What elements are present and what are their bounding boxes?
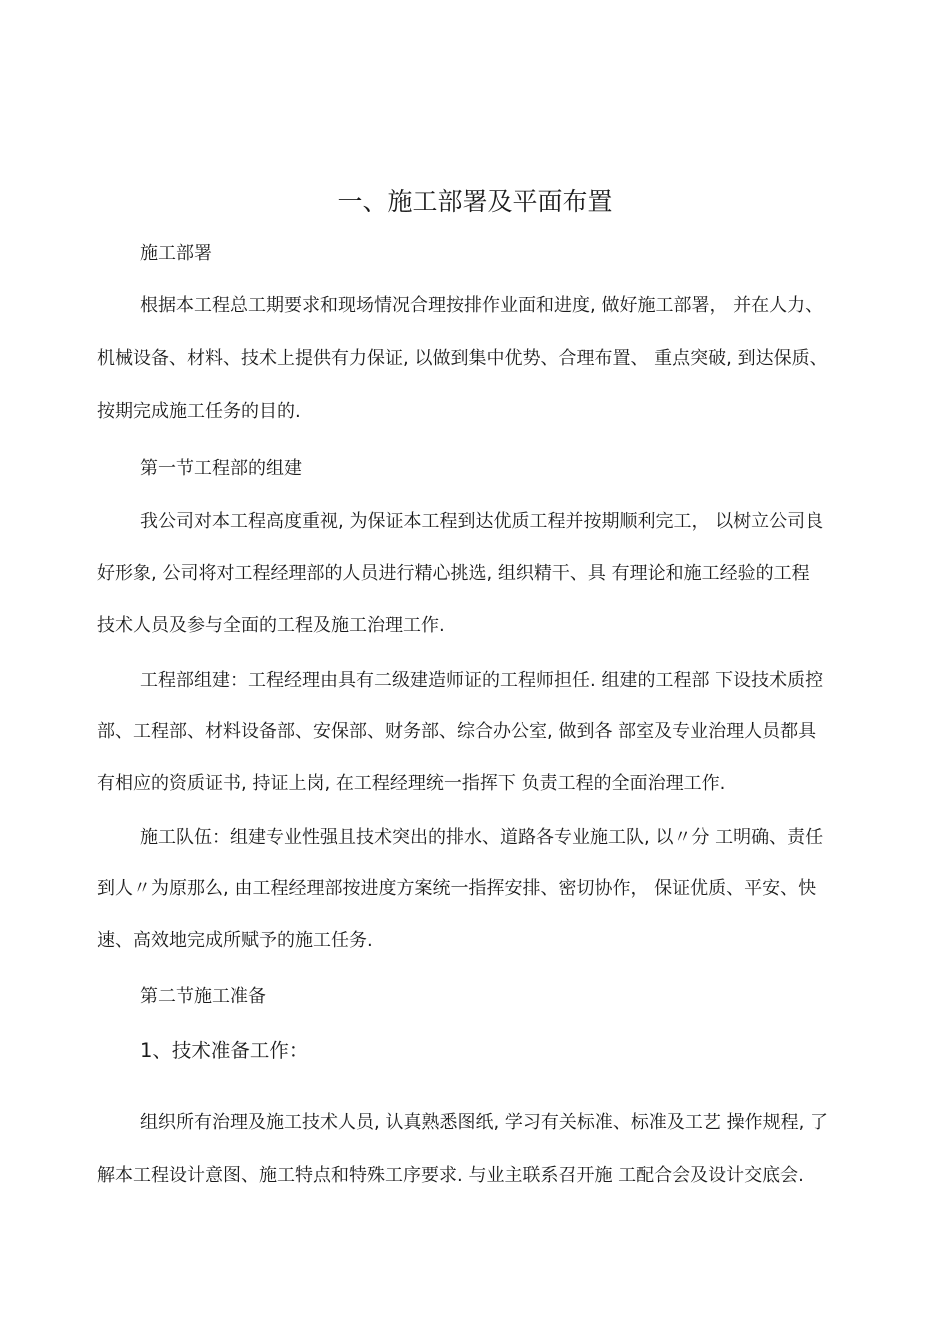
paragraph-line: 机械设备、材料、技术上提供有力保证, 以做到集中优势、合理布置、 重点突破, 到达保质、 bbox=[97, 348, 828, 369]
paragraph-line: 速、高效地完成所赋予的施工任务. bbox=[97, 930, 373, 951]
paragraph-line: 组织所有治理及施工技术人员, 认真熟悉图纸, 学习有关标准、标准及工艺 操作规程, 了 bbox=[140, 1112, 829, 1133]
heading-section-2: 第二节施工准备 bbox=[140, 986, 266, 1007]
paragraph-line: 根据本工程总工期要求和现场情况合理按排作业面和进度, 做好施工部署， 并在人力、 bbox=[140, 295, 824, 316]
paragraph-line: 有相应的资质证书, 持证上岗, 在工程经理统一指挥下 负责工程的全面治理工作. bbox=[97, 773, 726, 794]
paragraph-line: 好形象, 公司将对工程经理部的人员进行精心挑选, 组织精干、具 有理论和施工经验的工程 bbox=[97, 563, 810, 584]
paragraph-line: 部、工程部、材料设备部、安保部、财务部、综合办公室, 做到各 部室及专业治理人员都具 bbox=[97, 721, 817, 742]
subheading-tech-prep: 1、技术准备工作： bbox=[140, 1039, 309, 1062]
paragraph-line: 技术人员及参与全面的工程及施工治理工作. bbox=[97, 615, 445, 636]
paragraph-line: 工程部组建：工程经理由具有二级建造师证的工程师担任. 组建的工程部 下设技术质控 bbox=[140, 670, 824, 691]
heading-section-1: 第一节工程部的组建 bbox=[140, 458, 302, 479]
paragraph-line: 我公司对本工程高度重视, 为保证本工程到达优质工程并按期顺利完工， 以树立公司良 bbox=[140, 511, 824, 532]
section-title: 一、施工部署及平面布置 bbox=[337, 187, 613, 216]
heading-deployment: 施工部署 bbox=[140, 243, 212, 264]
paragraph-line: 解本工程设计意图、施工特点和特殊工序要求. 与业主联系召开施 工配合会及设计交底会. bbox=[97, 1165, 804, 1186]
paragraph-line: 到人〃为原那么, 由工程经理部按进度方案统一指挥安排、密切协作， 保证优质、平安、快 bbox=[97, 878, 817, 899]
paragraph-line: 施工队伍：组建专业性强且技术突出的排水、道路各专业施工队, 以〃分 工明确、责任 bbox=[140, 827, 824, 848]
paragraph-line: 按期完成施工任务的目的. bbox=[97, 401, 301, 422]
